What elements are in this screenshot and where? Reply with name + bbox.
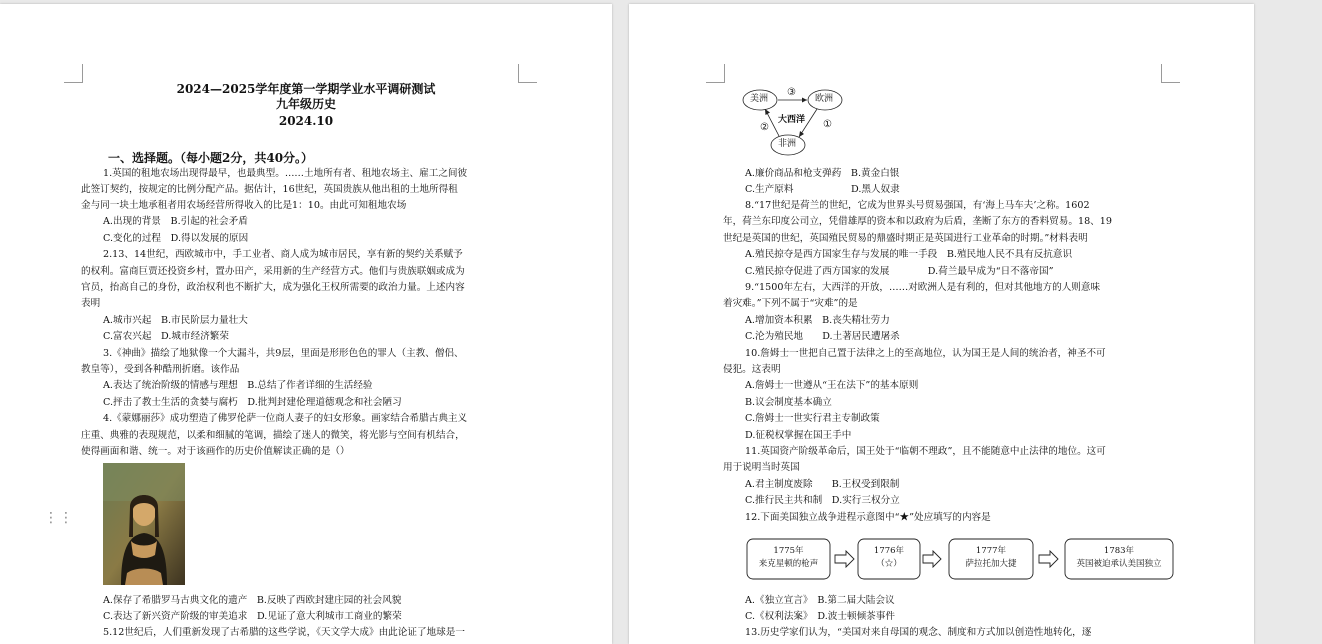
document-page-left <box>0 4 612 644</box>
question-7-options: C.生产原料 D.黑人奴隶 <box>745 184 900 195</box>
question-3-options: C.抨击了教士生活的贪婪与腐朽 D.批判封建伦理道德观念和社会陋习 <box>103 397 402 408</box>
question-1-line: 此签订契约，按规定的比例分配产品。据估计，16世纪，英国贵族从他出租的土地所得租 <box>81 184 458 195</box>
question-9-line: 9.“1500年左右，大西洋的开放，……对欧洲人是有利的，但对其他地方的人则意味 <box>745 282 1101 293</box>
question-2-line: 表明 <box>81 298 101 309</box>
question-8-line: 年，荷兰东印度公司立，凭借雄厚的资本和以政府为后盾，垄断了东方的香料贸易。18、19 <box>723 216 1112 227</box>
timeline-year: 1783年 <box>1103 546 1135 556</box>
crop-mark <box>1161 64 1180 83</box>
timeline-year: 1775年 <box>773 546 804 556</box>
question-2-line: 的权利。富商巨贾还投资乡村，置办田产，采用新的生产经营方式。他们与贵族联姻或成为 <box>81 266 465 277</box>
question-9-options: A.增加资本积累 B.丧失精壮劳力 <box>745 315 890 326</box>
question-8-options: C.殖民掠夺促进了西方国家的发展 D.荷兰最早成为“日不落帝国” <box>745 266 1054 277</box>
timeline-event: 萨拉托加大捷 <box>965 559 1017 569</box>
question-1-line: 金与同一块土地承租者用农场经营所得收入的比是1：10。由此可知租地农场 <box>81 200 407 211</box>
question-4-line: 4.《蒙娜丽莎》成功塑造了佛罗伦萨一位商人妻子的妇女形象。画家结合希腊古典主义 <box>103 413 468 424</box>
question-13-line: 13.历史学家们认为，“美国对来自母国的观念、制度和方式加以创造性地转化，逐 <box>745 627 1092 638</box>
triangle-trade-diagram <box>741 87 871 157</box>
question-12-line: 12.下面美国独立战争进程示意图中“★”处应填写的内容是 <box>745 512 991 523</box>
exam-date: 2024.10 <box>278 114 334 128</box>
timeline-step-1 <box>747 545 830 571</box>
question-12-options: A.《独立宣言》 B.第二届大陆会议 <box>745 595 895 606</box>
question-10-options: B.议会制度基本确立 <box>745 397 832 408</box>
question-3-line: 3.《神曲》描绘了地狱像一个大漏斗，共9层，里面是形形色色的罪人（主教、僧侣、 <box>103 348 464 359</box>
document-page-right <box>629 4 1254 644</box>
node-america: 美洲 <box>750 94 769 104</box>
question-3-line: 教皇等），受到各种酷刑折磨。该作品 <box>81 364 240 375</box>
question-10-options: C.詹姆士一世实行君主专制政策 <box>745 413 880 424</box>
timeline-year: 1776年 <box>873 546 905 556</box>
question-11-options: A.君主制度废除 B.王权受到限制 <box>745 479 900 490</box>
node-africa: 非洲 <box>778 139 797 149</box>
question-10-line: 侵犯。这表明 <box>723 364 781 375</box>
question-2-line: 官员，抬高自己的身份，政治权利也不断扩大，成为强化王权所需要的政治力量。上述内容 <box>81 282 465 293</box>
timeline-event: 来克星顿的枪声 <box>758 559 819 569</box>
question-10-line: 10.詹姆士一世把自己置于法律之上的至高地位，认为国王是人间的统治者，神圣不可 <box>745 348 1106 359</box>
ocean-label: 大西洋 <box>778 115 806 125</box>
question-1-options: C.变化的过程 D.得以发展的原因 <box>103 233 249 244</box>
question-4-options: A.保存了希腊罗马古典文化的遗产 B.反映了西欧封建庄园的社会风貌 <box>103 595 402 606</box>
timeline-step-3 <box>949 545 1033 571</box>
arrow-number: ① <box>823 119 832 130</box>
node-europe: 欧洲 <box>815 94 834 104</box>
timeline-event: （☆） <box>876 559 902 569</box>
question-8-line: 世纪是英国的世纪，英国殖民贸易的鼎盛时期正是英国进行工业革命的时期。”材料表明 <box>723 233 1088 244</box>
question-8-line: 8.“17世纪是荷兰的世纪，它成为世界头号贸易强国，有‘海上马车夫’之称。1602 <box>745 200 1090 211</box>
mona-lisa-painting <box>103 463 185 585</box>
question-2-options: C.富农兴起 D.城市经济繁荣 <box>103 331 229 342</box>
drag-handle-icon[interactable]: ⋮⋮ <box>44 510 74 526</box>
timeline-event: 英国被迫承认美国独立 <box>1076 559 1162 569</box>
question-11-line: 用于说明当时英国 <box>723 462 800 473</box>
timeline-step-2 <box>858 545 920 571</box>
question-2-options: A.城市兴起 B.市民阶层力量壮大 <box>103 315 248 326</box>
question-10-options: D.征税权掌握在国王手中 <box>745 430 852 441</box>
question-1-line: 1.英国的租地农场出现得最早，也最典型。……土地所有者、租地农场主、雇工之间彼 <box>103 168 468 179</box>
question-12-options: C.《权利法案》 D.波士顿倾茶事件 <box>745 611 895 622</box>
question-10-options: A.詹姆士一世遵从“王在法下”的基本原则 <box>745 380 919 391</box>
question-4-line: 庄重、典雅的表现规范，以柔和细腻的笔调，描绘了迷人的微笑，将光影与空间有机结合， <box>81 430 465 441</box>
question-9-line: 着灾难。”下列不属于“灾难”的是 <box>723 298 858 309</box>
timeline-step-4 <box>1065 545 1173 571</box>
question-11-line: 11.英国资产阶级革命后，国王处于“临朝不理政”，且不能随意中止法律的地位。这可 <box>745 446 1106 457</box>
crop-mark <box>706 64 725 83</box>
arrow-number: ③ <box>787 87 796 98</box>
question-2-line: 2.13、14世纪，西欧城市中，手工业者、商人成为城市居民，享有新的契约关系赋予 <box>103 249 463 260</box>
question-9-options: C.沦为殖民地 D.土著居民遭屠杀 <box>745 331 900 342</box>
question-3-options: A.表达了统治阶级的情感与理想 B.总结了作者详细的生活经验 <box>103 380 373 391</box>
question-11-options: C.推行民主共和制 D.实行三权分立 <box>745 495 900 506</box>
question-4-line: 使得画面和谐、统一。对于该画作的历史价值解读正确的是（） <box>81 446 350 457</box>
question-7-options: A.廉价商品和枪支弹药 B.黄金白银 <box>745 168 900 179</box>
exam-title: 2024—2025学年度第一学期学业水平调研测试 <box>176 82 436 96</box>
question-4-options: C.表达了新兴资产阶级的审美追求 D.见证了意大利城市工商业的繁荣 <box>103 611 402 622</box>
timeline-year: 1777年 <box>975 546 1007 556</box>
section-heading: 一、选择题。（每小题2分，共40分。） <box>108 151 314 165</box>
exam-subtitle: 九年级历史 <box>275 97 336 111</box>
question-1-options: A.出现的背景 B.引起的社会矛盾 <box>103 216 248 227</box>
independence-war-timeline <box>745 535 1175 583</box>
question-8-options: A.殖民掠夺是西方国家生存与发展的唯一手段 B.殖民地人民不具有反抗意识 <box>745 249 1073 260</box>
question-5-line: 5.12世纪后，人们重新发现了古希腊的这些学说，《天文学大成》由此论证了地球是一 <box>103 627 465 638</box>
arrow-number: ② <box>760 122 769 133</box>
